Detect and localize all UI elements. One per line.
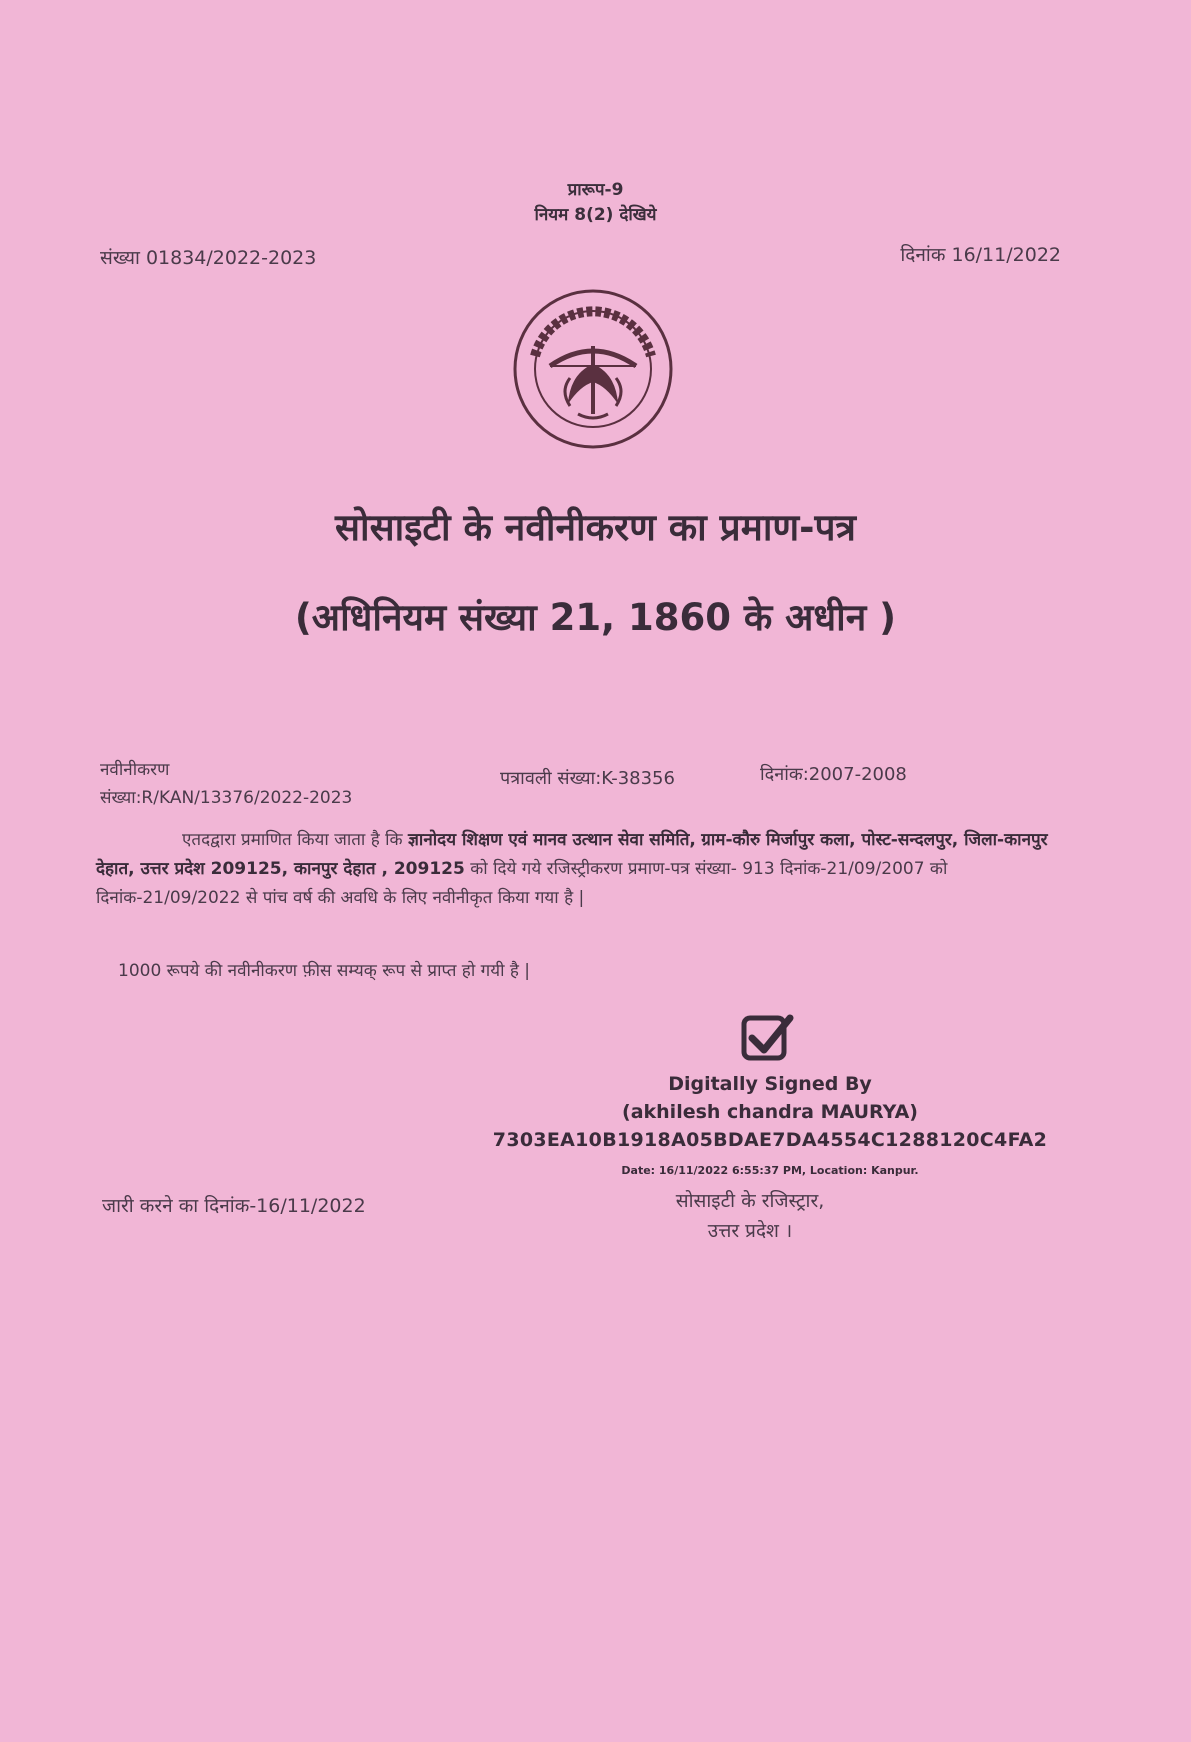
renewal-label: नवीनीकरण	[100, 760, 170, 780]
certificate-date: दिनांक 16/11/2022	[900, 244, 1061, 266]
certificate-body	[96, 826, 1086, 913]
registrar-state: उत्तर प्रदेश ।	[707, 1220, 793, 1242]
up-government-emblem-icon	[510, 286, 676, 452]
file-number: पत्रावली संख्या:K-38356	[500, 768, 675, 789]
fee-line: 1000 रूपये की नवीनीकरण फ़ीस सम्यक् रूप से प्राप्त हो गयी है |	[118, 961, 531, 981]
file-date: दिनांक:2007-2008	[760, 764, 907, 785]
signature-hash: 7303EA10B1918A05BDAE7DA4554C1288120C4FA2	[492, 1129, 1048, 1151]
registrar-title: सोसाइटी के रजिस्ट्रार,	[675, 1190, 825, 1212]
form-header	[0, 178, 1191, 228]
renewal-block	[100, 756, 352, 812]
body-rest: को दिये गये रजिस्ट्रीकरण प्रमाण-पत्र संख्या- 913 दिनांक-21/09/2007 को दिनांक-21/09/2022 से पांच वर्ष की अवधि के लिए नवीनीकृत किया गया है |	[96, 859, 948, 908]
form-number: प्रारूप-9	[567, 180, 624, 200]
body-intro: एतदद्वारा प्रमाणित किया जाता है कि	[182, 830, 409, 850]
issue-date: जारी करने का दिनांक-16/11/2022	[102, 1195, 366, 1217]
signature-meta: Date: 16/11/2022 6:55:37 PM, Location: Kanpur.	[621, 1164, 919, 1177]
society-name: ज्ञानोदय शिक्षण एवं मानव उत्थान सेवा समिति,	[408, 830, 696, 850]
renewal-number: संख्या:R/KAN/13376/2022-2023	[100, 788, 353, 808]
registrar-block	[630, 1186, 870, 1246]
signer-name: (akhilesh chandra MAURYA)	[622, 1101, 918, 1123]
digital-signature	[440, 1070, 1100, 1182]
certificate-title: सोसाइटी के नवीनीकरण का प्रमाण-पत्र	[335, 506, 856, 549]
society-address: ग्राम-कौरु मिर्जापुर कला, पोस्ट-सन्दलपुर, जिला-कानपुर देहात, उत्तर प्रदेश 209125, कानपुर देहात , 209125	[96, 830, 1048, 879]
signature-valid-check-icon	[740, 1012, 796, 1064]
rule-reference: नियम 8(2) देखिये	[534, 205, 657, 225]
signature-label: Digitally Signed By	[668, 1073, 872, 1095]
certificate-number: संख्या 01834/2022-2023	[100, 247, 317, 269]
certificate-subtitle: (अधिनियम संख्या 21, 1860 के अधीन )	[294, 596, 897, 639]
